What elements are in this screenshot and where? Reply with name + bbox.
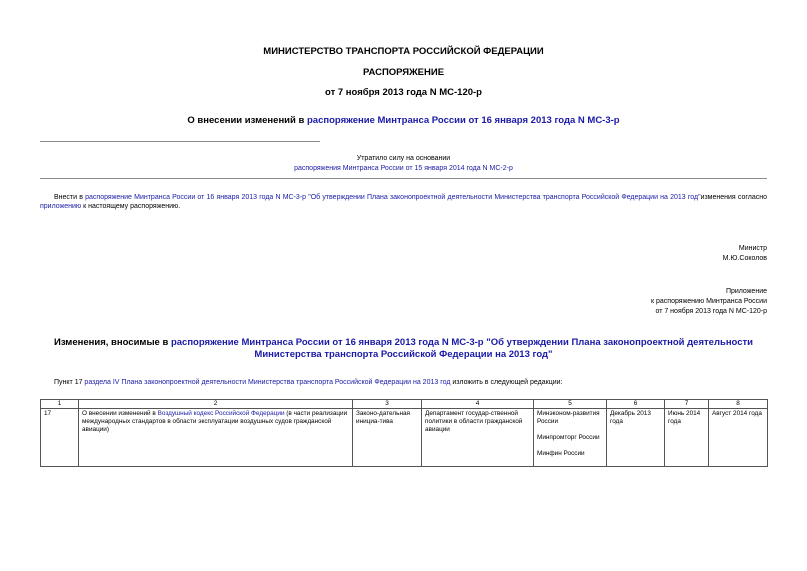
point-link[interactable]: раздела IV Плана законопроектной деятельности Министерства транспорта Российской Федерации на 2013 год — [84, 379, 451, 386]
amendment-table — [40, 399, 768, 467]
row-name-cell: О внесении изменений в Воздушный кодекс Российской Федерации (в части реализации международных стандартов в области эксплуатации воздушных судов гражданской авиации) — [79, 409, 353, 467]
row-coexecutors-cell: Минэконом-развития России Минпромторг России Минфин России — [534, 409, 607, 467]
row-department-cell: Департамент государ-ственной политики в области гражданской авиации — [422, 409, 534, 467]
ministry-heading: МИНИСТЕРСТВО ТРАНСПОРТА РОССИЙСКОЙ ФЕДЕРАЦИИ — [263, 46, 544, 57]
separator-line-full — [40, 178, 767, 179]
col-number-cell: 5 — [534, 400, 607, 409]
col-number-cell: 7 — [665, 400, 709, 409]
row-date-cell: Июнь 2014 года — [665, 409, 709, 467]
changes-title: Изменения, вносимые в распоряжение Минтранса России от 16 января 2013 года N МС-3-р "Об утверждении Плана законопроектной деятельности Министерства транспорта Российской Федерации на 2013 год" — [53, 337, 754, 360]
point-paragraph: Пункт 17 раздела IV Плана законопроектной деятельности Министерства транспорта Российской Федерации на 2013 год изложить в следующей редакции: — [54, 379, 563, 386]
air-code-link[interactable]: Воздушный кодекс Российской Федерации — [157, 410, 285, 417]
body-link-appendix[interactable]: приложению — [40, 203, 82, 210]
title-link[interactable]: распоряжение Минтранса России от 16 января 2013 года N МС-3-р — [306, 115, 620, 126]
status-text: Утратило силу на основании — [356, 155, 451, 162]
signature-name: М.Ю.Соколов — [722, 255, 767, 262]
col-number-cell: 3 — [353, 400, 422, 409]
row-date-cell: Август 2014 года — [709, 409, 768, 467]
title-prefix: О внесении изменений в — [187, 115, 307, 126]
appendix-line-3: от 7 ноября 2013 года N МС-120-р — [655, 308, 767, 315]
row-number-cell: 17 — [41, 409, 79, 467]
separator-line — [40, 141, 320, 142]
appendix-line-1: Приложение — [725, 288, 767, 295]
body-link-order[interactable]: распоряжение Минтранса России от 16 января 2013 года N МС-3-р "Об утверждении Плана законопроектной деятельности Министерства транспорта Российской Федерации на 2013 год" — [85, 194, 701, 201]
col-number-cell: 2 — [79, 400, 353, 409]
col-number-cell: 1 — [41, 400, 79, 409]
signature-position: Министр — [738, 245, 767, 252]
col-number-cell: 8 — [709, 400, 768, 409]
table-row — [41, 409, 768, 467]
appendix-line-2: к распоряжению Минтранса России — [650, 298, 767, 305]
row-date-cell: Декабрь 2013 года — [607, 409, 665, 467]
status-link[interactable]: распоряжения Минтранса России от 15 января 2014 года N МС-2-р — [294, 165, 513, 172]
doc-type-heading: РАСПОРЯЖЕНИЕ — [362, 67, 445, 78]
table-header-row — [41, 400, 768, 409]
body-paragraph: Внести в распоряжение Минтранса России от 16 января 2013 года N МС-3-р "Об утверждении Плана законопроектной деятельности Министерства транспорта Российской Федерации на 2013 год"изменения согласно приложению к настоящему распоряжению. — [40, 194, 767, 210]
document-title — [0, 115, 807, 126]
row-type-cell: Законо-дательная инициа-тива — [353, 409, 422, 467]
status-link-line — [0, 164, 807, 173]
col-number-cell: 4 — [422, 400, 534, 409]
changes-title-link[interactable]: распоряжение Минтранса России от 16 января 2013 года N МС-3-р "Об утверждении Плана законопроектной деятельности Министерства транспорта Российской Федерации на 2013 год" — [170, 337, 754, 360]
col-number-cell: 6 — [607, 400, 665, 409]
doc-date-number: от 7 ноября 2013 года N МС-120-р — [325, 87, 482, 98]
